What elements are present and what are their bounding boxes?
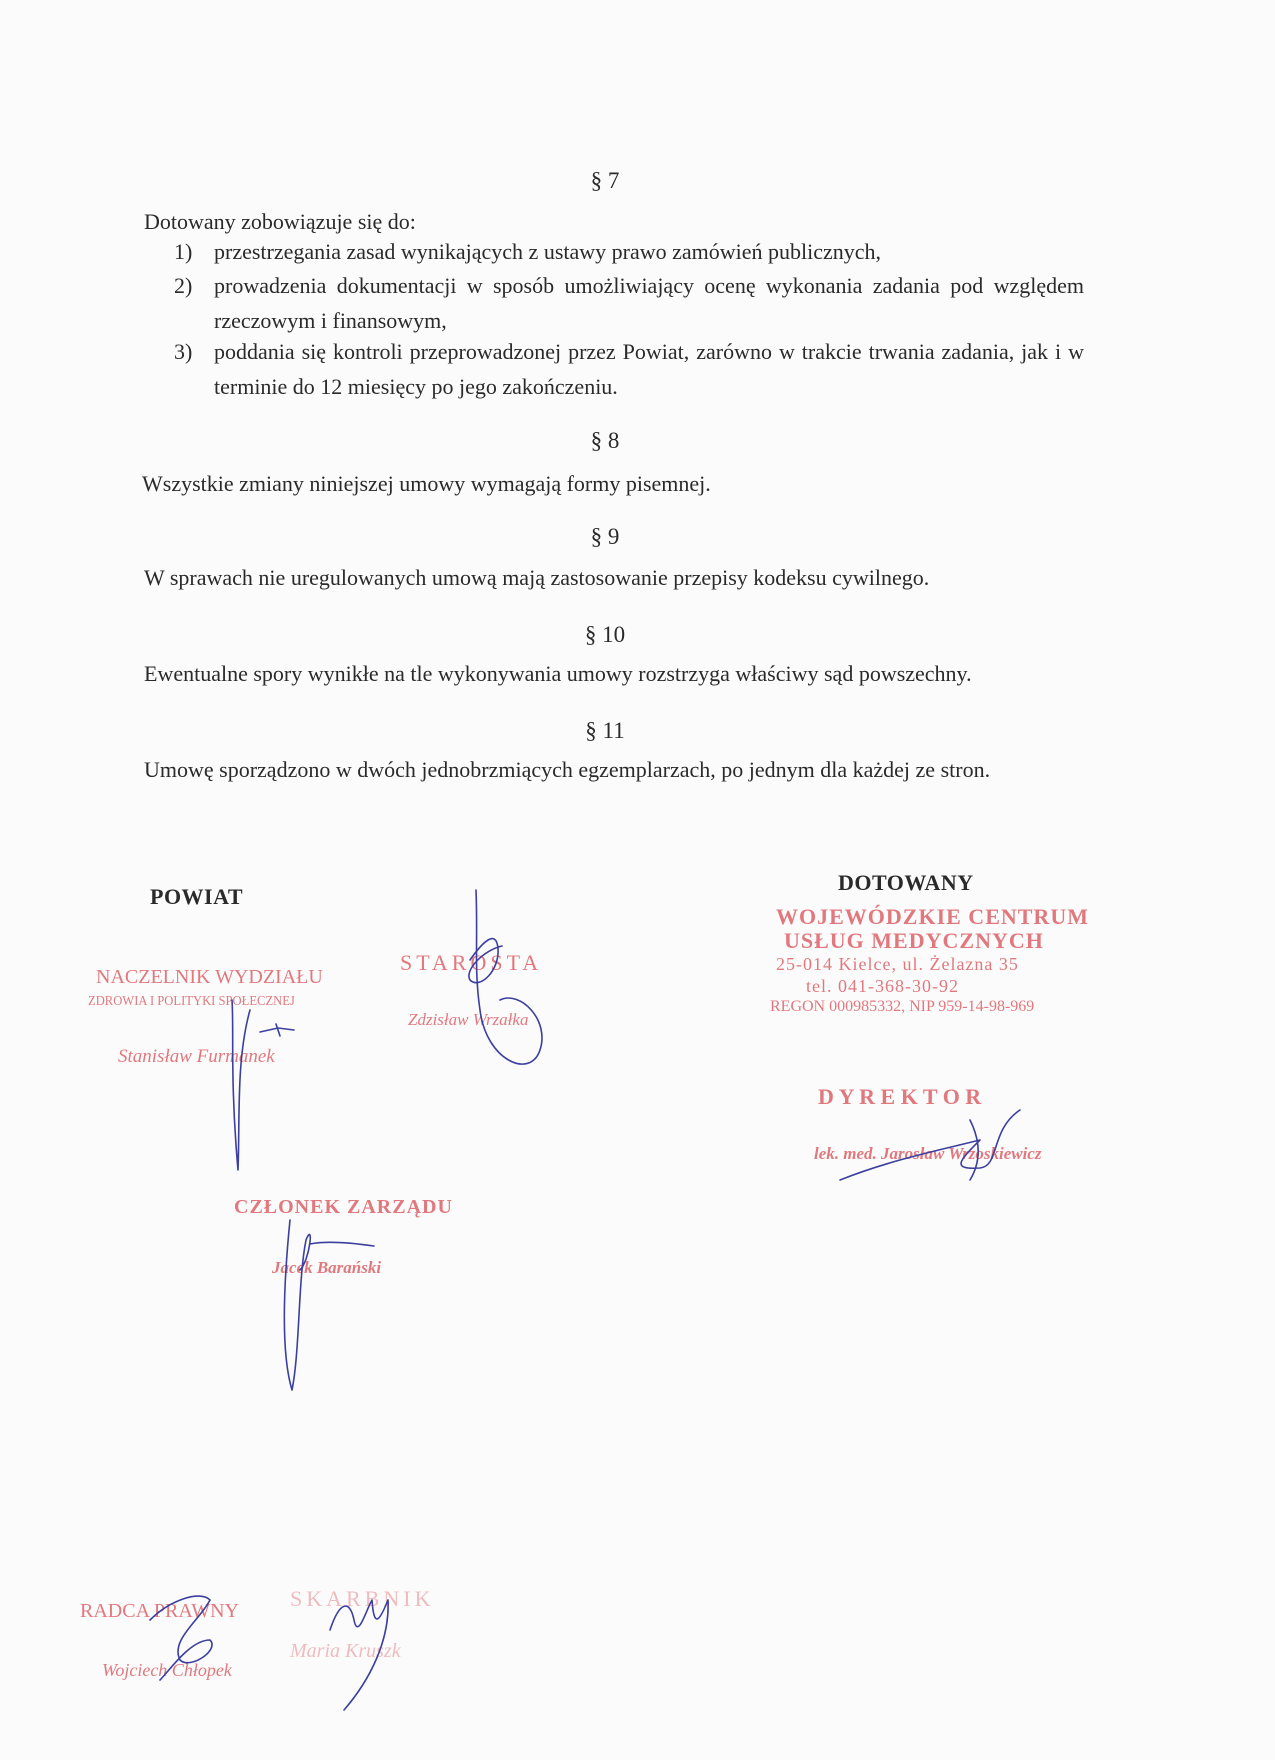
naczelnik-stamp-dept: ZDROWIA I POLITYKI SPOŁECZNEJ	[88, 994, 295, 1009]
section-10-heading: § 10	[584, 622, 626, 647]
skarbnik-signature	[310, 1570, 430, 1720]
section-7-heading: § 7	[590, 168, 620, 193]
list-item-number: 1)	[174, 239, 193, 264]
section-9-text: W sprawach nie uregulowanych umową mają zastosowanie przepisy kodeksu cywilnego.	[144, 565, 930, 590]
section-8-heading: § 8	[590, 428, 620, 453]
section-11-text: Umowę sporządzono w dwóch jednobrzmiących egzemplarzach, po jednym dla każdej ze stron.	[144, 757, 991, 782]
dotowany-stamp-regon: REGON 000985332, NIP 959-14-98-969	[770, 998, 1035, 1015]
section-9-heading: § 9	[590, 524, 620, 549]
dotowany-stamp-tel: tel. 041-368-30-92	[806, 976, 959, 996]
naczelnik-signature	[210, 970, 330, 1190]
radca-stamp-name: Wojciech Chłopek	[102, 1660, 232, 1680]
list-item	[174, 334, 1084, 404]
section-7-intro: Dotowany zobowiązuje się do:	[144, 209, 416, 234]
dyrektor-signature	[830, 1090, 1030, 1190]
list-item-number: 3)	[174, 339, 193, 364]
list-item-number: 2)	[174, 273, 193, 298]
list-item	[174, 268, 1084, 338]
czlonek-signature	[270, 1200, 410, 1400]
naczelnik-stamp-name: Stanisław Furmanek	[118, 1046, 275, 1067]
radca-stamp-title: RADCA PRAWNY	[80, 1600, 239, 1622]
czlonek-stamp-title: CZŁONEK ZARZĄDU	[234, 1196, 453, 1218]
list-item	[174, 234, 1084, 269]
dotowany-stamp-org-2: USŁUG MEDYCZNYCH	[784, 928, 1044, 953]
starosta-stamp-name: Zdzisław Wrzałka	[408, 1010, 529, 1029]
skarbnik-stamp-name: Maria Kruszk	[290, 1640, 401, 1662]
dotowany-stamp-address: 25-014 Kielce, ul. Żelazna 35	[776, 954, 1019, 974]
starosta-stamp-title: STAROSTA	[400, 950, 543, 975]
section-11-heading: § 11	[585, 718, 625, 743]
czlonek-stamp-name: Jacek Barański	[272, 1258, 382, 1277]
list-item-text: poddania się kontroli przeprowadzonej przez Powiat, zarówno w trakcie trwania zadania, jak i w terminie do 12 miesięcy po jego zakończeniu.	[214, 339, 1084, 399]
list-item-text: prowadzenia dokumentacji w sposób umożliwiający ocenę wykonania zadania pod względem rzeczowym i finansowym,	[214, 273, 1084, 333]
section-8-text: Wszystkie zmiany niniejszej umowy wymagają formy pisemnej.	[142, 471, 711, 496]
list-item-text: przestrzegania zasad wynikających z ustawy prawo zamówień publicznych,	[214, 239, 882, 264]
powiat-label: POWIAT	[150, 884, 244, 909]
section-10-text: Ewentualne spory wynikłe na tle wykonywania umowy rozstrzyga właściwy sąd powszechny.	[144, 661, 972, 686]
dotowany-label: DOTOWANY	[838, 870, 974, 895]
dyrektor-stamp-name: lek. med. Jarosław Wrzoskiewicz	[814, 1144, 1042, 1163]
dyrektor-stamp-title: D Y R E K T O R	[818, 1084, 982, 1109]
starosta-signature	[440, 880, 560, 1080]
skarbnik-stamp-title: SKARBNIK	[290, 1586, 435, 1611]
radca-signature	[130, 1580, 270, 1700]
naczelnik-stamp-title: NACZELNIK WYDZIAŁU	[96, 966, 323, 988]
dotowany-stamp-org-1: WOJEWÓDZKIE CENTRUM	[776, 904, 1089, 929]
